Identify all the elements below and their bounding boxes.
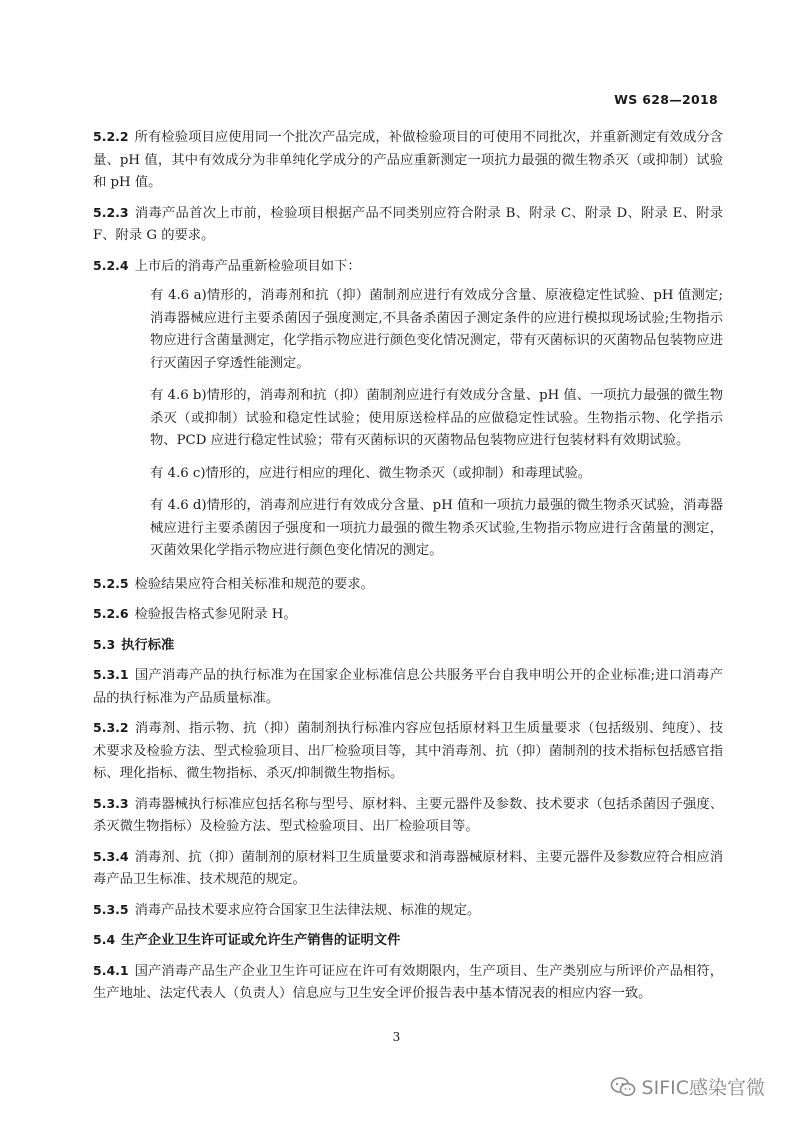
clause-5-3-3 [93, 793, 723, 839]
clause-number: 5.3.3 [93, 795, 129, 811]
list-item [117, 463, 723, 486]
clause-5-2-6 [93, 603, 723, 627]
section-title: 执行标准 [121, 637, 175, 653]
list-item [117, 495, 723, 563]
clause-number: 5.3.2 [93, 720, 129, 735]
clause-5-2-5 [93, 573, 723, 597]
clause-text: 检验结果应符合相关标准和规范的要求。 [134, 576, 374, 592]
list-item [117, 285, 723, 375]
document-body [93, 126, 723, 1013]
clause-5-4-1 [93, 960, 723, 1006]
clause-number: 5.2.2 [93, 129, 129, 144]
list-item-text: 有 4.6 a)情形的，消毒剂和抗（抑）菌制剂应进行有效成分含量、原液稳定性试验、pH 值测定;消毒器械应进行主要杀菌因子强度测定,不具备杀菌因子测定条件的应进行模拟现场试验;生物指示物应进行含菌量测定，化学指示物应进行颜色变化情况测定，带有灭菌标识的灭菌物品包装物应进行灭菌因子穿透性能测定。 [150, 288, 723, 371]
clause-number: 5.3.4 [93, 848, 129, 864]
clause-text: 检验报告格式参见附录 H。 [134, 607, 297, 622]
clause-number: 5.4.1 [93, 962, 129, 978]
standard-code: WS 628—2018 [614, 92, 718, 107]
clause-number: 5.2.3 [93, 204, 129, 220]
section-heading-5-4 [93, 929, 723, 953]
clause-5-3-1 [93, 664, 723, 710]
watermark [610, 1073, 765, 1100]
clause-text: 所有检验项目应使用同一个批次产品完成，补做检验项目的可使用不同批次，并重新测定有效成分含量、pH 值，其中有效成分为非单纯化学成分的产品应重新测定一项抗力最强的微生物杀灭（或抑制）试验和 pH 值。 [93, 130, 723, 190]
clause-5-2-4 [93, 255, 723, 279]
clause-number: 5.3.1 [93, 667, 129, 682]
section-title: 生产企业卫生许可证或允许生产销售的证明文件 [121, 933, 401, 948]
page-number: 3 [392, 1030, 401, 1044]
clause-5-3-4 [93, 846, 723, 892]
clause-5-3-2 [93, 717, 723, 786]
section-number: 5.3 [93, 636, 116, 652]
clause-text: 消毒器械执行标准应包括名称与型号、原材料、主要元器件及参数、技术要求（包括杀菌因子强度、杀灭微生物指标）及检验方法、型式检验项目、出厂检验项目等。 [93, 796, 723, 834]
section-number: 5.4 [93, 932, 116, 947]
list-item-text: 有 4.6 d)情形的，消毒剂应进行有效成分含量、pH 值和一项抗力最强的微生物杀灭试验，消毒器械应进行主要杀菌因子强度和一项抗力最强的微生物杀灭试验,生物指示物应进行含菌量的测定，灭菌效果化学指示物应进行颜色变化情况的测定。 [150, 498, 723, 558]
list-item-text: 有 4.6 c)情形的，应进行相应的理化、微生物杀灭（或抑制）和毒理试验。 [150, 465, 592, 481]
clause-text: 消毒剂、指示物、抗（抑）菌制剂执行标准内容应包括原材料卫生质量要求（包括级别、纯度）、技术要求及检验方法、型式检验项目、出厂检验项目等，其中消毒剂、抗（抑）菌制剂的技术指标包括感官指标、理化指标、微生物指标、杀灭/抑制微生物指标。 [93, 721, 723, 781]
list-item [117, 385, 723, 453]
clause-text: 国产消毒产品生产企业卫生许可证应在许可有效期限内，生产项目、生产类别应与所评价产品相符，生产地址、法定代表人（负责人）信息应与卫生安全评价报告表中基本情况表的相应内容一致。 [93, 963, 723, 1001]
clause-text: 消毒剂、抗（抑）菌制剂的原材料卫生质量要求和消毒器械原材料、主要元器件及参数应符合相应消毒产品卫生标准、技术规范的规定。 [93, 849, 723, 887]
clause-text: 消毒产品首次上市前，检验项目根据产品不同类别应符合附录 B、附录 C、附录 D、附录 E、附录 F、附录 G 的要求。 [93, 205, 723, 243]
clause-text: 消毒产品技术要求应符合国家卫生法律法规、标准的规定。 [134, 902, 481, 918]
clause-5-2-3 [93, 202, 723, 248]
clause-5-2-2 [93, 126, 723, 195]
clause-number: 5.2.5 [93, 575, 129, 591]
section-heading-5-3 [93, 634, 723, 658]
wechat-icon [610, 1076, 636, 1098]
clause-text: 上市后的消毒产品重新检验项目如下： [134, 258, 361, 274]
clause-text: 国产消毒产品的执行标准为在国家企业标准信息公共服务平台自我申明公开的企业标准;进口消毒产品的执行标准为产品质量标准。 [93, 668, 723, 706]
clause-number: 5.2.4 [93, 257, 129, 273]
clause-number: 5.3.5 [93, 901, 129, 917]
clause-5-3-5 [93, 899, 723, 923]
clause-number: 5.2.6 [93, 606, 129, 621]
list-item-text: 有 4.6 b)情形的，消毒剂和抗（抑）菌制剂应进行有效成分含量、pH 值、一项抗力最强的微生物杀灭（或抑制）试验和稳定性试验；使用原送检样品的应做稳定性试验。生物指示物、化学指示物、PCD 应进行稳定性试验；带有灭菌标识的灭菌物品包装物应进行包装材料有效期试验。 [150, 388, 723, 448]
watermark-text: SIFIC感染官微 [641, 1077, 765, 1099]
